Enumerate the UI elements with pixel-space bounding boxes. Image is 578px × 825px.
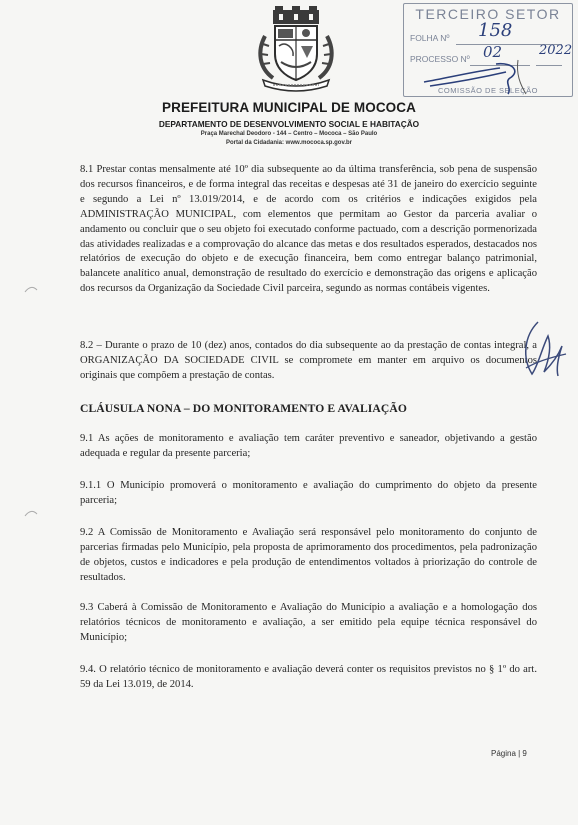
organization-name: PREFEITURA MUNICIPAL DE MOCOCA: [161, 100, 416, 115]
handwritten-initials-mark: [418, 58, 528, 98]
paragraph-8-2: 8.2 – Durante o prazo de 10 (dez) anos, contados do dia subsequente ao da prestação de contas integral, a ORGANIZAÇÃO DA SOCIEDADE CIVIL se compromete em manter em arquivo os documentos originais que compõem a prestação de contas.: [80, 340, 537, 381]
paragraph-9-2: 9.2 A Comissão de Monitoramento e Avaliação será responsável pelo monitoramento do conjunto de parcerias firmadas pelo Município, pela proposta de aprimoramento dos procedimentos, pela padronização de objetos, custos e indicadores e pela produção de entendimentos voltados à priorização do controle de resultados.: [80, 527, 537, 583]
paragraph-9-1-1: 9.1.1 O Município promoverá o monitoramento e avaliação do cumprimento do objeto da presente parceria;: [80, 480, 537, 506]
paragraph-9-1: 9.1 As ações de monitoramento e avaliação tem caráter preventivo e saneador, objetivando a gestão adequada e regular da presente parceria;: [80, 433, 537, 459]
department-name: DEPARTAMENTO DE DESENVOLVIMENTO SOCIAL E HABITAÇÃO: [158, 119, 420, 129]
portal-line: Portal da Cidadania: www.mococa.sp.gov.br: [225, 140, 353, 146]
punch-hole-mark: [24, 284, 38, 294]
handwritten-folha-number: 158: [478, 20, 513, 41]
stamp-title: TERCEIRO SETOR: [415, 6, 561, 22]
handwritten-processo-year: 2022: [539, 43, 573, 58]
stamp-processo-label: PROCESSO Nº: [410, 54, 470, 64]
stamp-folha-label: FOLHA Nº: [410, 33, 450, 43]
clause-heading: CLÁUSULA NONA – DO MONITORAMENTO E AVALIAÇÃO: [80, 402, 407, 415]
stamp-year-line: [536, 65, 562, 66]
address-line: Praça Marechal Deodoro - 144 – Centro – Mococa – São Paulo: [200, 131, 378, 137]
punch-hole-mark: [24, 508, 38, 518]
handwritten-signature: [518, 318, 570, 378]
paragraph-9-4: 9.4. O relatório técnico de monitoramento e avaliação deverá conter os requisitos previstos no § 1º do art. 59 da Lei 13.019, de 2014.: [80, 664, 537, 690]
paragraph-9-3: 9.3 Caberá à Comissão de Monitoramento e Avaliação do Município a avaliação e a homologação dos relatórios técnicos de monitoramento e avaliação, a ser emitido pela equipe técnica responsável do Município;: [80, 602, 537, 643]
page-number: Página | 9: [491, 749, 527, 758]
municipal-crest-logo: [255, 6, 337, 92]
paragraph-8-1: 8.1 Prestar contas mensalmente até 10º dia subsequente ao da última transferência, sob pena de suspensão dos recursos financeiros, e de forma integral das receitas e despesas até 31 de janeiro do exercício seguinte e segundo a Lei nº 13.019/2014, e de acordo com os critérios e indicações exigidos pela ADMINISTRAÇÃO MUNICIPAL, com elementos que permitam ao Gestor da parceria avaliar o andamento ou concluir que o seu objeto foi executado conforme pactuado, com a descrição pormenorizada das atividades realizadas e a comprovação do alcance das metas e dos resultados esperados, destacados nos relatórios de execução do objeto e de execução financeira, bem como entregar balanço patrimonial, balancete analítico anual, demonstração de resultado do exercício e demonstração das origens e aplicação dos recursos da Organização da Sociedade Civil parceira, segundo as normas contábeis vigentes.: [80, 164, 537, 295]
handwritten-processo-number: 02: [483, 43, 503, 61]
stamp-footer: COMISSÃO DE SELEÇÃO: [438, 86, 538, 95]
